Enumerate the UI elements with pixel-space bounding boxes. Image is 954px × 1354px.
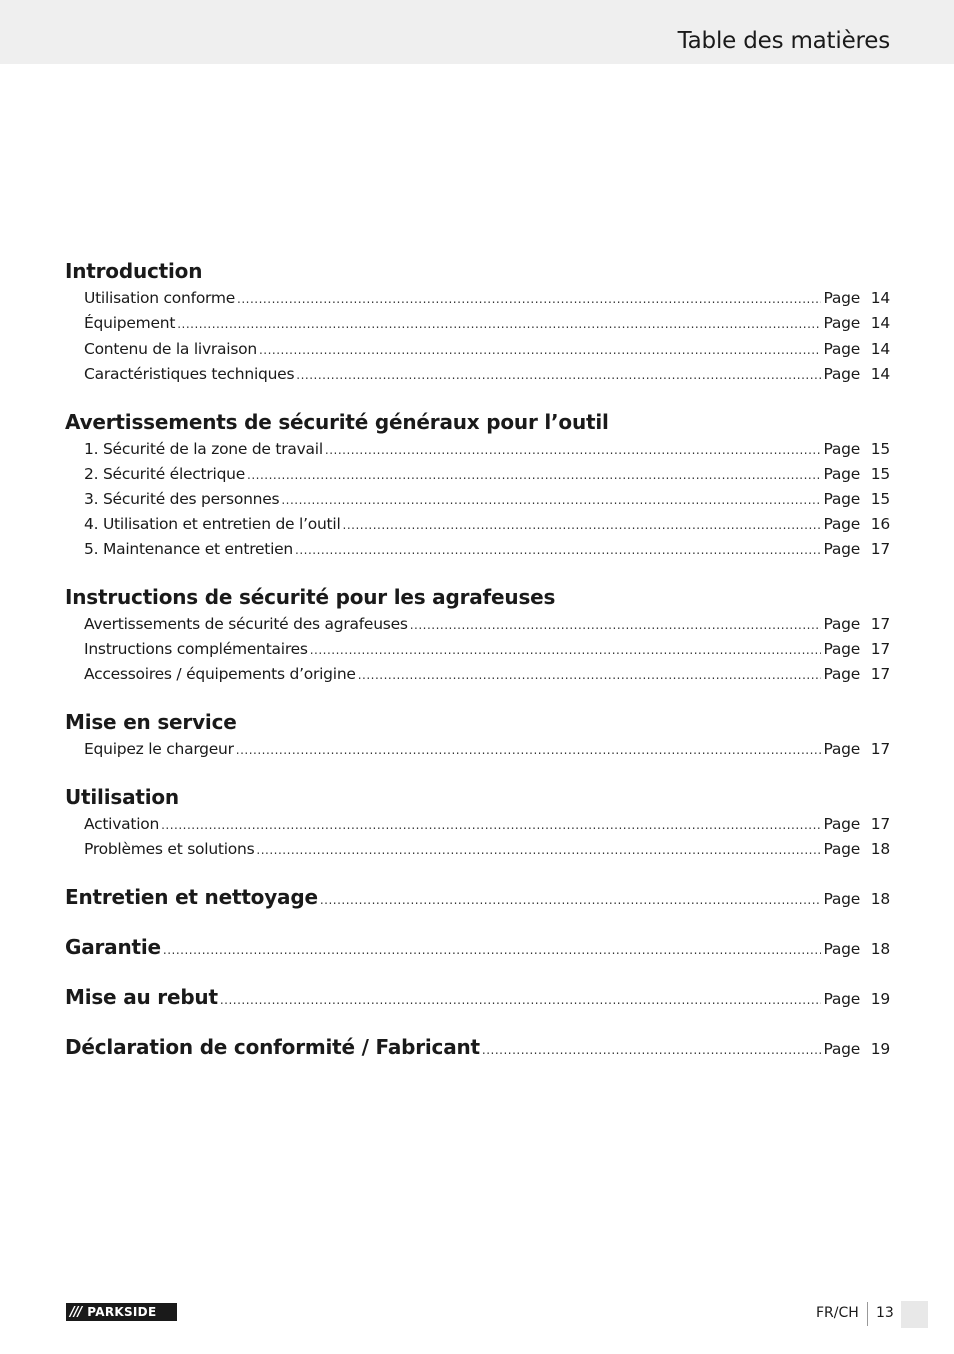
dot-leader xyxy=(325,443,822,457)
toc-entry-label: Equipez le chargeur xyxy=(84,740,234,758)
toc-entry-page: Page 17 xyxy=(823,540,890,558)
logo-slashes: /// xyxy=(70,1304,82,1320)
toc-entry-page: Page 17 xyxy=(823,815,890,833)
footer-language: FR/CH xyxy=(816,1305,859,1321)
toc-entry-label: 5. Maintenance et entretien xyxy=(84,540,294,558)
toc-entry-label: Accessoires / équipements d’origine xyxy=(84,665,356,683)
toc-entry-page: Page 18 xyxy=(823,890,890,908)
toc-entry[interactable] xyxy=(84,465,890,489)
toc-entry[interactable] xyxy=(84,490,890,514)
toc-entry[interactable] xyxy=(84,540,890,564)
toc-entry[interactable] xyxy=(84,740,890,764)
dot-leader xyxy=(482,1043,822,1057)
toc-entry-label: 3. Sécurité des personnes xyxy=(84,490,280,508)
toc-entry-label: 2. Sécurité électrique xyxy=(84,465,246,483)
toc-entry-page: Page 16 xyxy=(823,515,890,533)
dot-leader xyxy=(343,518,822,532)
toc-head-entry-label: Entretien et nettoyage xyxy=(65,885,318,909)
toc-entry-page: Page 15 xyxy=(823,440,890,458)
toc-entry-page: Page 17 xyxy=(823,665,890,683)
toc-entry[interactable] xyxy=(84,314,890,338)
toc-entry-page: Page 15 xyxy=(823,490,890,508)
toc-head-entry[interactable] xyxy=(65,1035,890,1063)
toc-head-entry[interactable] xyxy=(65,885,890,913)
toc-entry-label: Équipement xyxy=(84,314,176,332)
footer-tab-marker xyxy=(901,1301,928,1328)
toc-entry-label: Activation xyxy=(84,815,160,833)
toc-head-entry[interactable] xyxy=(65,985,890,1013)
section-title-introduction: Introduction xyxy=(65,259,203,283)
toc-head-entry[interactable] xyxy=(65,935,890,963)
toc-entry[interactable] xyxy=(84,515,890,539)
toc-entry-page: Page 17 xyxy=(823,740,890,758)
toc-entry-page: Page 18 xyxy=(823,940,890,958)
toc-head-entry-label: Mise au rebut xyxy=(65,985,218,1009)
section-title-mise-en-service: Mise en service xyxy=(65,710,237,734)
dot-leader xyxy=(163,943,822,957)
parkside-logo xyxy=(66,1303,177,1321)
dot-leader xyxy=(256,843,821,857)
toc-entry-label: Contenu de la livraison xyxy=(84,340,257,358)
dot-leader xyxy=(237,292,821,306)
toc-entry[interactable] xyxy=(84,340,890,364)
toc-entry-label: Problèmes et solutions xyxy=(84,840,255,858)
logo-text: PARKSIDE xyxy=(87,1305,157,1319)
page-title: Table des matières xyxy=(677,28,890,54)
toc-entry[interactable] xyxy=(84,615,890,639)
toc-entry-label: 1. Sécurité de la zone de travail xyxy=(84,440,323,458)
dot-leader xyxy=(236,743,822,757)
section-title-utilisation: Utilisation xyxy=(65,785,179,809)
toc-entry[interactable] xyxy=(84,440,890,464)
toc-entry-page: Page 15 xyxy=(823,465,890,483)
footer-page-number: 13 xyxy=(876,1305,894,1321)
toc-entry-page: Page 18 xyxy=(823,840,890,858)
footer-divider xyxy=(867,1302,868,1326)
toc-entry[interactable] xyxy=(84,815,890,839)
toc-entry-page: Page 14 xyxy=(823,365,890,383)
toc-entry-page: Page 19 xyxy=(823,1040,890,1058)
dot-leader xyxy=(410,618,822,632)
toc-entry[interactable] xyxy=(84,365,890,389)
dot-leader xyxy=(358,668,822,682)
toc-entry-page: Page 14 xyxy=(823,314,890,332)
toc-entry-label: Avertissements de sécurité des agrafeuses xyxy=(84,615,408,633)
toc-head-entry-label: Déclaration de conformité / Fabricant xyxy=(65,1035,480,1059)
dot-leader xyxy=(310,643,822,657)
toc-entry-label: Caractéristiques techniques xyxy=(84,365,295,383)
toc-entry-label: 4. Utilisation et entretien de l’outil xyxy=(84,515,341,533)
section-title-safety-general: Avertissements de sécurité généraux pour l’outil xyxy=(65,410,609,434)
dot-leader xyxy=(161,818,821,832)
section-title-stapler-safety: Instructions de sécurité pour les agrafeuses xyxy=(65,585,556,609)
dot-leader xyxy=(281,493,821,507)
toc-head-entry-label: Garantie xyxy=(65,935,161,959)
dot-leader xyxy=(220,993,822,1007)
dot-leader xyxy=(295,543,821,557)
toc-entry-page: Page 17 xyxy=(823,640,890,658)
dot-leader xyxy=(320,893,822,907)
dot-leader xyxy=(177,317,821,331)
dot-leader xyxy=(296,368,821,382)
toc-entry[interactable] xyxy=(84,640,890,664)
toc-entry[interactable] xyxy=(84,840,890,864)
toc-entry-page: Page 14 xyxy=(823,340,890,358)
toc-entry[interactable] xyxy=(84,289,890,313)
toc-entry-page: Page 17 xyxy=(823,615,890,633)
toc-entry-label: Instructions complémentaires xyxy=(84,640,308,658)
dot-leader xyxy=(259,343,822,357)
dot-leader xyxy=(247,468,821,482)
toc-entry-page: Page 19 xyxy=(823,990,890,1008)
toc-entry-page: Page 14 xyxy=(823,289,890,307)
toc-entry-label: Utilisation conforme xyxy=(84,289,236,307)
toc-entry[interactable] xyxy=(84,665,890,689)
